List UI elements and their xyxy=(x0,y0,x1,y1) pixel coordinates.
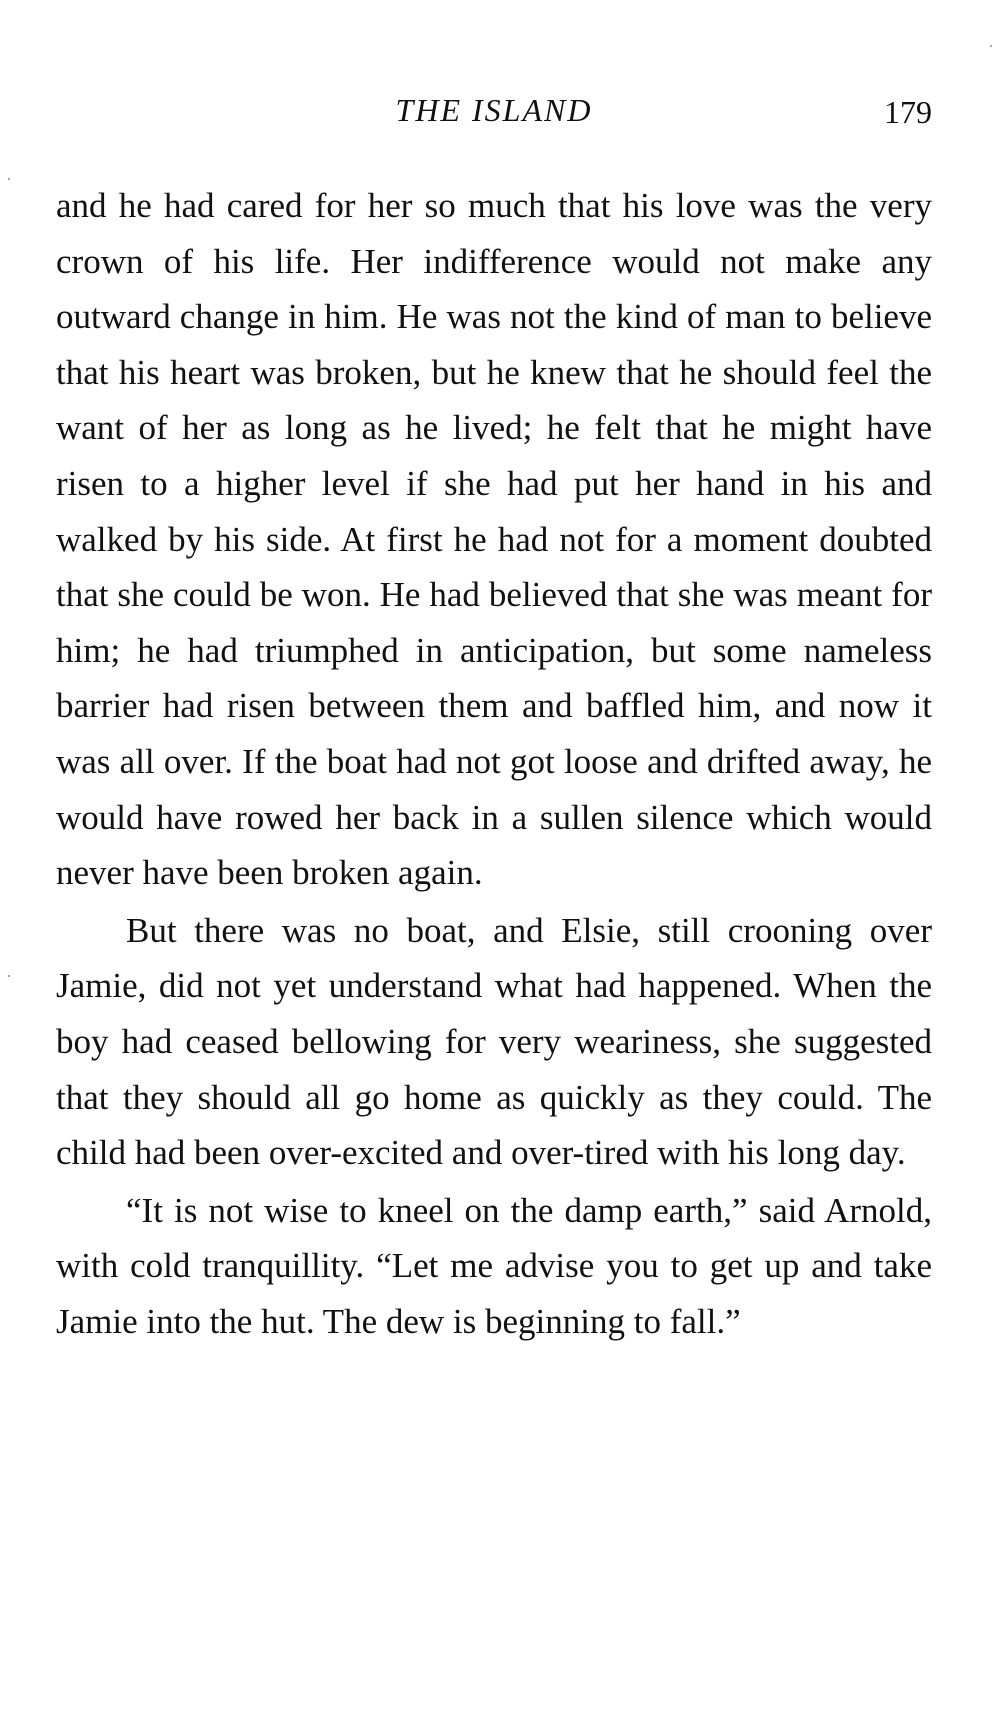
page-number: 179 xyxy=(884,94,932,130)
paper-speck xyxy=(8,178,10,180)
body-text xyxy=(56,178,932,1349)
paragraph-elsie: But there was no boat, and Elsie, still crooning over Jamie, did not yet understand what had happened. When the boy had ceased bellowing for very weariness, she suggested that they should all go home as quickly as they could. The child had been over-excited and over-tired with his long day. xyxy=(56,910,932,1173)
paragraph-arnold-dialogue: “It is not wise to kneel on the damp earth,” said Arnold, with cold tranquillity. “Let me advise you to get up and take Jamie into the hut. The dew is beginning to fall.” xyxy=(56,1190,932,1341)
paper-speck xyxy=(990,45,992,47)
page-header xyxy=(56,92,932,142)
paragraph-continuation: and he had cared for her so much that his love was the very crown of his life. Her indifference would not make any outward change in him. He was not the kind of man to believe that his heart was broken, but he knew that he should feel the want of her as long as he lived; he felt that he might have risen to a higher level if she had put her hand in his and walked by his side. At first he had not for a moment doubted that she could be won. He had believed that she was meant for him; he had triumphed in anticipation, but some nameless barrier had risen between them and baffled him, and now it was all over. If the boat had not got loose and drifted away, he would have rowed her back in a sullen silence which would never have been broken again. xyxy=(56,186,932,893)
running-title: THE ISLAND xyxy=(395,92,593,128)
paper-speck xyxy=(8,975,10,977)
